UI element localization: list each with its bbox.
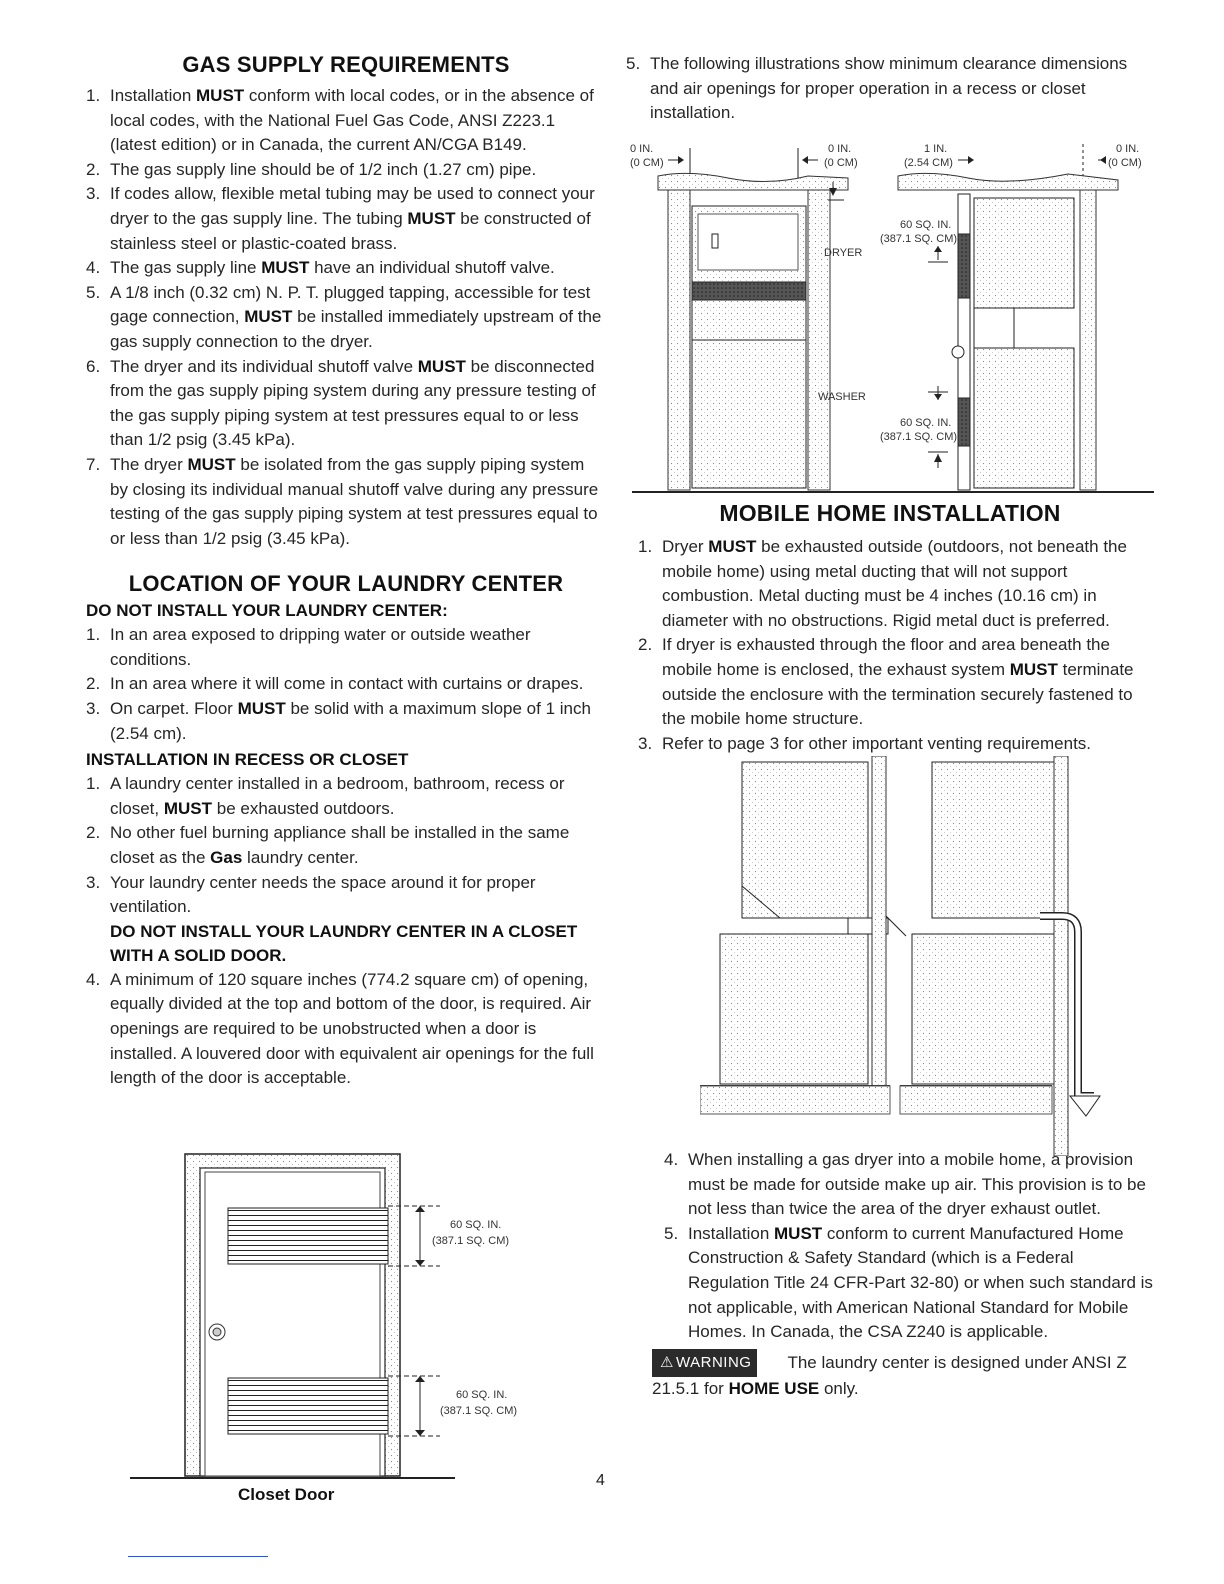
svg-text:0 IN.: 0 IN. [630,143,654,155]
list-item: 3. Refer to page 3 for other important venting requirements. [638,733,1092,753]
mobile-section-continued [652,1148,1154,1402]
control-panel [692,282,806,300]
closet-door-figure [120,1148,590,1518]
top-opening-label-2: (387.1 SQ. CM) [432,1235,510,1247]
closet-door-caption: Closet Door [238,1485,335,1504]
list-item: 2. No other fuel burning appliance shall be installed in the same closet as the Gas laundry center. [86,823,570,868]
gas-supply-list [86,84,606,551]
washer-label: WASHER [818,391,866,403]
list-item: 7. The dryer MUST be isolated from the gas supply piping system by closing its individual manual shutoff valve during any pressure testing of the gas supply piping system at test pressures equal to or less than 1/2 psig (3.45 kPa). [86,454,599,548]
list-item: 1. Dryer MUST be exhausted outside (outdoors, not beneath the mobile home) using metal ducting that will not support combustion. Metal ducting must be 4 inches (10.16 cm) in diameter with no obstructions. Rigid metal duct is preferred. [638,537,1127,630]
list-item: 3. On carpet. Floor MUST be solid with a maximum slope of 1 inch (2.54 cm). [86,699,591,743]
right-column [626,52,1154,126]
list-item: 2. The gas supply line should be of 1/2 inch (1.27 cm) pipe. [86,159,537,179]
warning-badge: ⚠ WARNING [652,1349,757,1378]
list-item: 3. If codes allow, flexible metal tubing may be used to connect your dryer to the gas supply line. The tubing MUST be constructed of stainless steel or plastic-coated brass. [86,184,595,253]
location-heading: LOCATION OF YOUR LAUNDRY CENTER [128,571,564,597]
clearance-intro [626,52,1154,126]
list-item: 1. Installation MUST conform with local codes, or in the absence of local codes, with the National Fuel Gas Code, ANSI Z223.1 (latest edition) or in Canada, the current AN/CGA B149. [86,86,594,155]
list-item: 3. Your laundry center needs the space around it for proper ventilation. [86,872,536,917]
list-item: 4. The gas supply line MUST have an individual shutoff valve. [86,258,555,278]
bottom-opening-label-2: (387.1 SQ. CM) [440,1405,518,1417]
gas-supply-heading: GAS SUPPLY REQUIREMENTS [182,52,510,77]
mobile-home-list-continued [664,1148,1154,1345]
list-item: 2. If dryer is exhausted through the floor and area beneath the mobile home is enclosed, the exhaust system MUST terminate outside the enclosure with the termination securely fastened to the mobile home structure. [638,635,1134,729]
svg-text:(0 CM): (0 CM) [630,157,664,169]
svg-text:0 IN.: 0 IN. [1116,143,1140,155]
list-item: 4. When installing a gas dryer into a mobile home, a provision must be made for outside make up air. This provision is to be not less than twice the area of the dryer exhaust outlet. [664,1150,1146,1219]
list-item: 5. A 1/8 inch (0.32 cm) N. P. T. plugged tapping, accessible for test gage connection, MUST be installed immediately upstream of the gas supply connection to the dryer. [86,282,602,351]
lower-vent-opening [958,398,970,446]
bottom-opening-label-1: 60 SQ. IN. [456,1389,508,1401]
warning-triangle-icon: ⚠ [660,1353,674,1371]
svg-text:1 IN.: 1 IN. [924,143,948,155]
clearance-figure [628,138,1158,498]
upper-vent-opening [958,234,970,298]
mobile-home-list [638,535,1154,756]
recess-closet-list-item4 [86,968,606,1091]
recess-closet-heading: INSTALLATION IN RECESS OR CLOSET [86,750,409,770]
list-item: 5. Installation MUST conform to current Manufactured Home Construction & Safety Standard (which is a Federal Regulation Title 24 CFR-Part 32-80) or when such standard is not applicable, with American National Standard for Mobile Homes. In Canada, the CSA Z240 is applicable. [664,1223,1153,1342]
list-item: 1. In an area exposed to dripping water or outside weather conditions. [86,625,531,669]
do-not-install-list [86,623,606,746]
mobile-vent-figure [700,756,1120,1156]
svg-text:60 SQ. IN.: 60 SQ. IN. [900,417,952,429]
stacked-washer-front [692,340,806,488]
dryer-label: DRYER [824,247,863,259]
recess-closet-list [86,772,606,920]
left-column [86,52,606,1091]
list-item: 6. The dryer and its individual shutoff valve MUST be disconnected from the gas supply piping system during any pressure testing of the gas supply piping system at test pressures equal to or less than 1/2 psig (3.45 kPa). [86,356,596,450]
solid-door-warning: DO NOT INSTALL YOUR LAUNDRY CENTER IN A CLOSET WITH A SOLID DOOR. [110,921,578,965]
top-louver [228,1208,388,1264]
svg-text:(2.54 CM): (2.54 CM) [904,157,953,169]
bottom-louver [228,1378,388,1434]
do-not-install-heading: DO NOT INSTALL YOUR LAUNDRY CENTER: [86,601,448,621]
svg-text:(387.1 SQ. CM): (387.1 SQ. CM) [880,233,958,245]
list-item: 5. The following illustrations show minimum clearance dimensions and air openings for proper operation in a recess or closet installation. [626,54,1128,123]
list-item: 1. A laundry center installed in a bedroom, bathroom, recess or closet, MUST be exhausted outdoors. [86,774,565,818]
list-item: 2. In an area where it will come in contact with curtains or drapes. [86,674,584,694]
warning-statement: ⚠ WARNING The laundry center is designed under ANSI Z 21.5.1 for HOME USE only. [652,1349,1154,1402]
mobile-home-heading: MOBILE HOME INSTALLATION [719,500,1061,526]
list-item: 4. A minimum of 120 square inches (774.2 square cm) of opening, equally divided at the top and bottom of the door, is required. Air openings are required to be unobstructed when a door is installed. A louvered door with equivalent air openings for the full length of the door is acceptable. [86,969,594,1088]
mobile-section [626,500,1154,756]
svg-text:(387.1 SQ. CM): (387.1 SQ. CM) [880,431,958,443]
svg-text:0 IN.: 0 IN. [828,143,852,155]
svg-text:60 SQ. IN.: 60 SQ. IN. [900,219,952,231]
page-number: 4 [596,1472,605,1489]
svg-text:(0 CM): (0 CM) [1108,157,1142,169]
top-opening-label-1: 60 SQ. IN. [450,1219,502,1231]
footer-rule [128,1556,268,1557]
svg-text:(0 CM): (0 CM) [824,157,858,169]
